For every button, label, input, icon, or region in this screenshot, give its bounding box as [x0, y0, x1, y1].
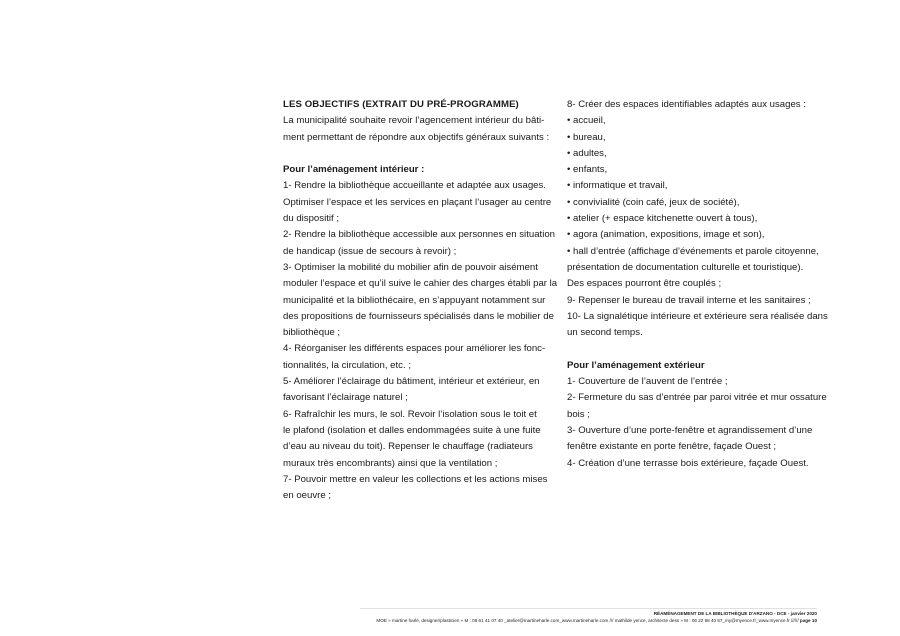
list-item: • informatique et travail, — [567, 180, 668, 192]
text-line: du dispositif ; — [283, 213, 339, 225]
footer-divider — [360, 608, 817, 609]
text-line: présentation de documentation culturelle et touristique). — [567, 261, 804, 273]
text-line: Optimiser l’espace et les services en plaçant l’usager au centre — [283, 196, 552, 208]
text-line: le plafond (isolation et dalles endommagées suite à une fuite — [283, 424, 541, 436]
intro-paragraph — [283, 113, 555, 146]
text-line: bibliothèque ; — [283, 327, 341, 339]
text-line: muraux très encombrants) ainsi que la ventilation ; — [283, 457, 498, 469]
footer-credits-text: MOE » martine harlé, designer/plasticien » M : 06 61 41 07 40 _atelier@martineharle.com_www.martineharle.com /// mathilde yence, architecte dess » M : 06 22 68 40 57_my@myence.fr_www.myence.fr ////// — [376, 618, 800, 623]
text-line: 4- Création d’une terrasse bois extérieure, façade Ouest. — [567, 457, 809, 469]
text-line: en oeuvre ; — [283, 490, 332, 502]
text-line: municipalité et la bibliothécaire, en s’appuyant notamment sur — [283, 294, 546, 306]
list-item: • enfants, — [567, 164, 608, 176]
text-line: 3- Optimiser la mobilité du mobilier afin de pouvoir aisément — [283, 261, 538, 273]
exterior-objectives-list — [567, 374, 827, 472]
section-title: LES OBJECTIFS (EXTRAIT DU PRÉ-PROGRAMME) — [283, 99, 519, 110]
text-line: ment permettant de répondre aux objectifs généraux suivants : — [283, 131, 550, 143]
text-line: 1- Couverture de l’auvent de l’entrée ; — [567, 376, 728, 388]
text-line: tionnalités, la circulation, etc. ; — [283, 359, 411, 371]
list-item: • convivialité (coin café, jeux de société), — [567, 196, 740, 208]
text-line: bois ; — [567, 408, 590, 420]
text-line: un second temps. — [567, 327, 643, 339]
text-line: favorisant l’éclairage naturel ; — [283, 392, 408, 404]
footer-credits — [376, 618, 817, 624]
text-line: 2- Rendre la bibliothèque accessible aux personnes en situation — [283, 229, 555, 241]
spacer — [283, 146, 555, 162]
interior-heading: Pour l’aménagement intérieur : — [283, 164, 425, 176]
text-line: fenêtre existante en porte fenêtre, façade Ouest ; — [567, 441, 777, 453]
list-item: • accueil, — [567, 115, 606, 127]
list-item: • adultes, — [567, 147, 607, 159]
text-line: des propositions de fournisseurs spécialisés dans le mobilier de — [283, 310, 554, 322]
text-line: 7- Pouvoir mettre en valeur les collections et les actions mises — [283, 473, 548, 485]
page-number: page 10 — [799, 618, 817, 623]
list-item: • bureau, — [567, 131, 606, 143]
spacer — [567, 341, 819, 357]
text-line: 2- Fermeture du sas d’entrée par paroi vitrée et mur ossature — [567, 392, 827, 404]
text-line: 6- Rafraîchir les murs, le sol. Revoir l’isolation sous le toit et — [283, 408, 537, 420]
interior-objectives-list — [283, 178, 558, 504]
text-line: moduler l’espace et qu’il suive le cahier des charges établi par la — [283, 278, 558, 290]
footer-project-title: RÉAMÉNAGEMENT DE LA BIBLIOTHÈQUE D'ARZANO - DCE - janvier 2020 — [653, 611, 817, 616]
left-column — [283, 97, 558, 504]
list-item: • atelier (+ espace kitchenette ouvert à tous), — [567, 213, 758, 225]
text-line: 1- Rendre la bibliothèque accueillante et adaptée aux usages. — [283, 180, 546, 192]
text-line: de handicap (issue de secours à revoir) ; — [283, 245, 457, 257]
text-line: Des espaces pourront être couplés ; — [567, 278, 722, 290]
text-line: 5- Améliorer l’éclairage du bâtiment, intérieur et extérieur, en — [283, 376, 540, 388]
text-line: La municipalité souhaite revoir l’agencement intérieur du bâti- — [283, 115, 545, 127]
text-line: 10- La signalétique intérieure et extérieure sera réalisée dans — [567, 310, 828, 322]
list-item: • agora (animation, expositions, image et son), — [567, 229, 765, 241]
right-column — [567, 97, 828, 472]
text-line: d’eau au niveau du toit). Repenser le chauffage (radiateurs — [283, 441, 533, 453]
list-item: • hall d’entrée (affichage d’événements et parole citoyenne, — [567, 245, 819, 257]
text-line: 3- Ouverture d’une porte-fenêtre et agrandissement d’une — [567, 424, 813, 436]
text-line: 9- Repenser le bureau de travail interne et les sanitaires ; — [567, 294, 811, 306]
text-line: 4- Réorganiser les différents espaces pour améliorer les fonc- — [283, 343, 546, 355]
exterior-heading: Pour l’aménagement extérieur — [567, 359, 705, 371]
spaces-list — [567, 97, 828, 341]
text-line: 8- Créer des espaces identifiables adaptés aux usages : — [567, 99, 806, 110]
